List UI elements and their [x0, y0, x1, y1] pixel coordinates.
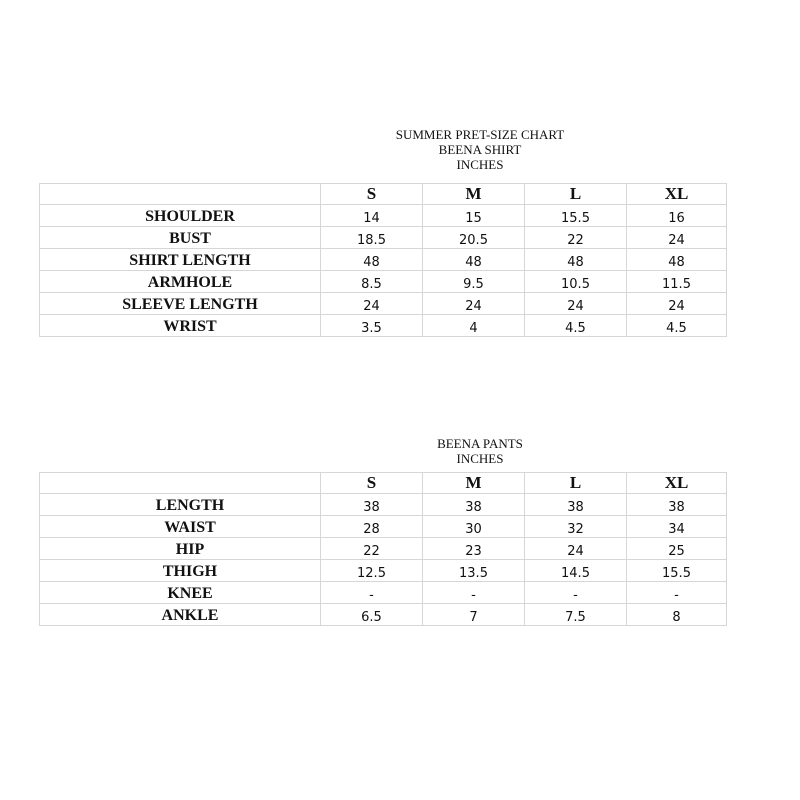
- measurement-label: BUST: [40, 227, 321, 249]
- measurement-value: 11.5: [627, 271, 727, 293]
- measurement-value: 24: [321, 293, 423, 315]
- measurement-value: 24: [627, 227, 727, 249]
- table-row: [40, 516, 727, 538]
- table-row: [40, 538, 727, 560]
- measurement-label: WRIST: [40, 315, 321, 337]
- measurement-label: SHIRT LENGTH: [40, 249, 321, 271]
- measurement-label: SLEEVE LENGTH: [40, 293, 321, 315]
- measurement-value: 4.5: [627, 315, 727, 337]
- size-header: L: [525, 473, 627, 494]
- measurement-label: WAIST: [40, 516, 321, 538]
- shirt-chart-title: [380, 127, 580, 172]
- table-row: [40, 604, 727, 626]
- measurement-value: 12.5: [321, 560, 423, 582]
- chart-subtitle-line: BEENA PANTS: [437, 436, 523, 451]
- measurement-value: 4.5: [525, 315, 627, 337]
- pants-chart-title: [380, 436, 580, 466]
- table-row: [40, 582, 727, 604]
- measurement-value: 25: [627, 538, 727, 560]
- size-header: XL: [627, 473, 727, 494]
- header-corner-cell: [40, 473, 321, 494]
- measurement-value: -: [321, 582, 423, 604]
- measurement-value: 38: [423, 494, 525, 516]
- measurement-value: 7: [423, 604, 525, 626]
- measurement-value: 16: [627, 205, 727, 227]
- measurement-value: 48: [525, 249, 627, 271]
- size-header: S: [321, 184, 423, 205]
- measurement-value: 15.5: [525, 205, 627, 227]
- measurement-value: 23: [423, 538, 525, 560]
- size-header: M: [423, 184, 525, 205]
- measurement-value: 7.5: [525, 604, 627, 626]
- measurement-value: 34: [627, 516, 727, 538]
- measurement-value: 48: [627, 249, 727, 271]
- table-row: [40, 205, 727, 227]
- measurement-value: 38: [321, 494, 423, 516]
- measurement-label: LENGTH: [40, 494, 321, 516]
- measurement-label: KNEE: [40, 582, 321, 604]
- measurement-value: 15: [423, 205, 525, 227]
- measurement-value: 24: [525, 293, 627, 315]
- measurement-value: 30: [423, 516, 525, 538]
- table-row: [40, 560, 727, 582]
- measurement-value: 22: [321, 538, 423, 560]
- table-row: [40, 315, 727, 337]
- table-row: [40, 227, 727, 249]
- measurement-value: 18.5: [321, 227, 423, 249]
- table-row: [40, 271, 727, 293]
- measurement-value: 10.5: [525, 271, 627, 293]
- chart-units-line: INCHES: [456, 451, 504, 466]
- table-row: [40, 494, 727, 516]
- measurement-value: -: [423, 582, 525, 604]
- measurement-value: 32: [525, 516, 627, 538]
- measurement-value: 8.5: [321, 271, 423, 293]
- measurement-value: 3.5: [321, 315, 423, 337]
- chart-subtitle-line: BEENA SHIRT: [438, 142, 522, 157]
- table-header-row: [40, 473, 727, 494]
- measurement-value: -: [525, 582, 627, 604]
- measurement-value: 13.5: [423, 560, 525, 582]
- size-header: M: [423, 473, 525, 494]
- size-header: S: [321, 473, 423, 494]
- measurement-value: 20.5: [423, 227, 525, 249]
- table-row: [40, 249, 727, 271]
- measurement-value: 8: [627, 604, 727, 626]
- measurement-value: 15.5: [627, 560, 727, 582]
- measurement-value: 22: [525, 227, 627, 249]
- measurement-value: 4: [423, 315, 525, 337]
- measurement-value: 48: [423, 249, 525, 271]
- measurement-label: ANKLE: [40, 604, 321, 626]
- measurement-value: 14: [321, 205, 423, 227]
- measurement-value: 24: [627, 293, 727, 315]
- measurement-label: ARMHOLE: [40, 271, 321, 293]
- measurement-value: 38: [525, 494, 627, 516]
- measurement-label: THIGH: [40, 560, 321, 582]
- table-header-row: [40, 184, 727, 205]
- measurement-value: 38: [627, 494, 727, 516]
- measurement-label: HIP: [40, 538, 321, 560]
- shirt-size-table: [39, 183, 727, 337]
- measurement-value: 48: [321, 249, 423, 271]
- size-header: XL: [627, 184, 727, 205]
- measurement-label: SHOULDER: [40, 205, 321, 227]
- measurement-value: 14.5: [525, 560, 627, 582]
- size-header: L: [525, 184, 627, 205]
- header-corner-cell: [40, 184, 321, 205]
- pants-size-table: [39, 472, 727, 626]
- measurement-value: 24: [423, 293, 525, 315]
- measurement-value: -: [627, 582, 727, 604]
- measurement-value: 9.5: [423, 271, 525, 293]
- measurement-value: 28: [321, 516, 423, 538]
- measurement-value: 24: [525, 538, 627, 560]
- table-row: [40, 293, 727, 315]
- chart-units-line: INCHES: [456, 157, 504, 172]
- measurement-value: 6.5: [321, 604, 423, 626]
- chart-title-line: SUMMER PRET-SIZE CHART: [395, 127, 565, 142]
